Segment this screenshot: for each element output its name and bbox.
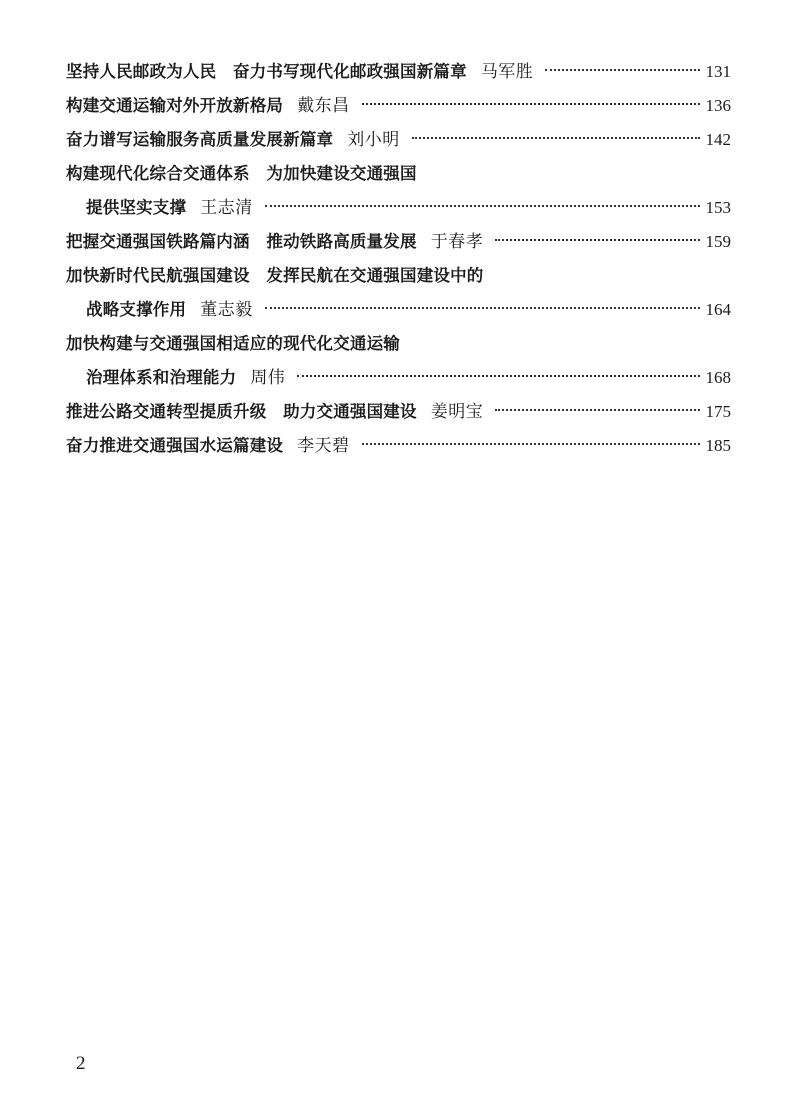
dot-leader — [362, 443, 700, 445]
table-of-contents — [66, 55, 731, 463]
toc-entry-page: 153 — [705, 198, 731, 217]
toc-entry-page: 175 — [705, 402, 731, 421]
toc-entry-title: 加快构建与交通强国相适应的现代化交通运输 — [66, 334, 400, 353]
page-number: 2 — [76, 1053, 86, 1074]
toc-entry-title: 奋力推进交通强国水运篇建设 — [66, 436, 284, 455]
toc-entry-title: 把握交通强国铁路篇内涵 推动铁路高质量发展 — [66, 232, 417, 251]
toc-entry-page: 168 — [705, 368, 731, 387]
dot-leader — [495, 409, 699, 411]
toc-entry-page: 159 — [705, 232, 731, 251]
toc-entry-title-continued: 提供坚实支撑 — [86, 198, 187, 217]
toc-entry-author: 李天碧 — [297, 436, 350, 456]
toc-entry-page: 185 — [705, 436, 731, 455]
toc-entry-title: 构建现代化综合交通体系 为加快建设交通强国 — [66, 164, 417, 183]
toc-entry-page: 164 — [705, 300, 731, 319]
toc-entry-title: 坚持人民邮政为人民 奋力书写现代化邮政强国新篇章 — [66, 62, 467, 81]
toc-entry-author: 王志清 — [200, 198, 253, 218]
toc-entry-line — [66, 327, 731, 361]
toc-entry-title-continued: 治理体系和治理能力 — [86, 368, 237, 387]
toc-entry-title-continued: 战略支撑作用 — [86, 300, 187, 319]
toc-entry-author: 戴东昌 — [297, 96, 350, 116]
toc-entry-line — [66, 123, 731, 157]
toc-entry-page: 136 — [705, 96, 731, 115]
toc-entry-title: 加快新时代民航强国建设 发挥民航在交通强国建设中的 — [66, 266, 484, 285]
dot-leader — [297, 375, 699, 377]
dot-leader — [545, 69, 699, 71]
toc-entry-line — [66, 259, 731, 293]
toc-entry-line — [66, 395, 731, 429]
dot-leader — [265, 307, 700, 309]
toc-entry-line — [66, 293, 731, 327]
dot-leader — [495, 239, 699, 241]
toc-entry-title: 奋力谱写运输服务高质量发展新篇章 — [66, 130, 334, 149]
toc-entry-line — [66, 191, 731, 225]
toc-entry-author: 姜明宝 — [430, 402, 484, 422]
toc-entry-line — [66, 361, 731, 395]
toc-entry-author: 于春孝 — [430, 232, 484, 252]
toc-entry-author: 马军胜 — [480, 62, 534, 82]
toc-entry-title: 推进公路交通转型提质升级 助力交通强国建设 — [66, 402, 417, 421]
toc-entry-page: 142 — [705, 130, 731, 149]
toc-entry-author: 周伟 — [250, 368, 286, 388]
toc-entry-line — [66, 89, 731, 123]
dot-leader — [265, 205, 700, 207]
toc-entry-line — [66, 157, 731, 191]
dot-leader — [412, 137, 700, 139]
toc-entry-line — [66, 429, 731, 463]
toc-entry-line — [66, 225, 731, 259]
toc-entry-author: 刘小明 — [347, 130, 400, 150]
toc-entry-title: 构建交通运输对外开放新格局 — [66, 96, 284, 115]
toc-entry-author: 董志毅 — [200, 300, 253, 320]
dot-leader — [362, 103, 700, 105]
toc-entry-line — [66, 55, 731, 89]
toc-entry-page: 131 — [705, 62, 731, 81]
